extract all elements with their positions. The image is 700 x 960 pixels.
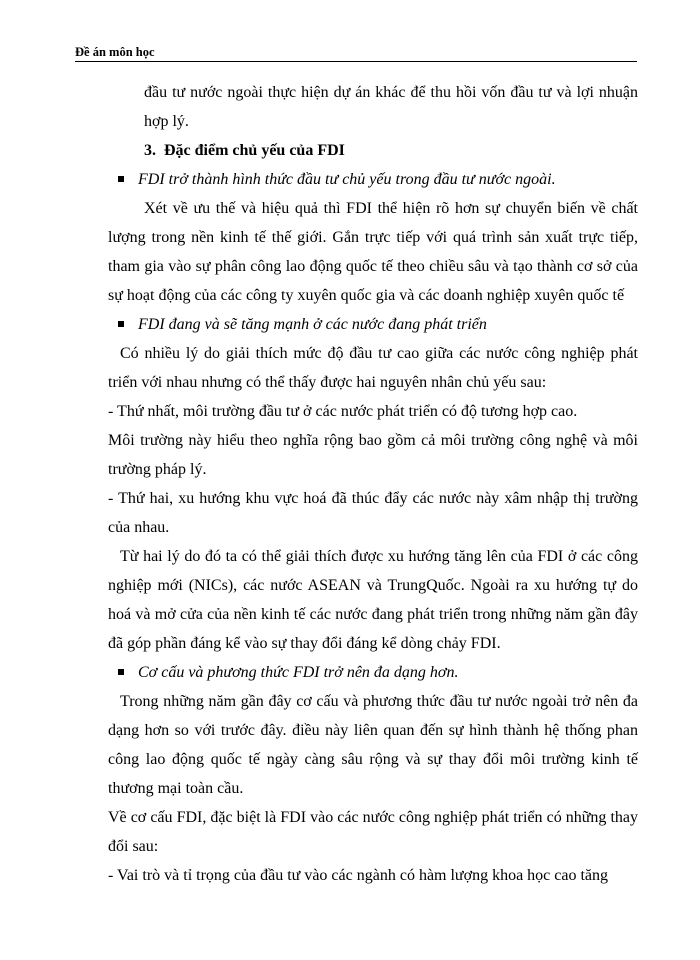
section-number: 3. bbox=[144, 142, 156, 159]
paragraph: Có nhiều lý do giải thích mức độ đầu tư cao giữa các nước công nghiệp phát triển với nhau nhưng có thể thấy được hai nguyên nhân chủ yếu sau: bbox=[108, 345, 638, 391]
paragraph: Xét về ưu thế và hiệu quả thì FDI thể hiện rõ hơn sự chuyển biến về chất lượng trong nền kinh tế thế giới. Gắn trực tiếp với quá trình sản xuất trực tiếp, tham gia vào sự phân công lao động quốc tế theo chiều sâu và tạo thành cơ sở của sự hoạt động của các công ty xuyên quốc gia và các doanh nghiệp xuyên quốc tế bbox=[108, 200, 638, 304]
paragraph: Từ hai lý do đó ta có thể giải thích được xu hướng tăng lên của FDI ở các công nghiệp mới (NICs), các nước ASEAN và TrungQuốc. Ngoài ra xu hướng tự do hoá và mở cửa của nền kinh tế các nước đang phát triển trong những năm gần đây đã góp phần đáng kể vào sự thay đổi đáng kể dòng chảy FDI. bbox=[108, 548, 638, 652]
paragraph: - Vai trò và tỉ trọng của đầu tư vào các ngành có hàm lượng khoa học cao tăng bbox=[108, 867, 609, 884]
bullet-item bbox=[108, 658, 638, 687]
bullet-item bbox=[108, 165, 638, 194]
square-bullet-icon bbox=[118, 176, 124, 182]
square-bullet-icon bbox=[118, 321, 124, 327]
paragraph: Về cơ cấu FDI, đặc biệt là FDI vào các nước công nghiệp phát triển có những thay đổi sau: bbox=[108, 809, 638, 855]
square-bullet-icon bbox=[118, 669, 124, 675]
paragraph: Trong những năm gần đây cơ cấu và phương thức đầu tư nước ngoài trở nên đa dạng hơn so với trước đây. điều này liên quan đến sự hình thành hệ thống phan công lao động quốc tế ngày càng sâu rộng và sự thay đổi môi trường kinh tế thương mại toàn cầu. bbox=[108, 693, 638, 797]
section-title: Đặc điểm chủ yếu của FDI bbox=[164, 142, 345, 159]
paragraph: Môi trường này hiểu theo nghĩa rộng bao gồm cả môi trường công nghệ và môi trường pháp lý. bbox=[108, 432, 638, 478]
bullet-item bbox=[108, 310, 638, 339]
section-heading bbox=[108, 136, 638, 165]
page-header: Đề án môn học bbox=[75, 44, 637, 62]
bullet-text: FDI trở thành hình thức đầu tư chủ yếu trong đầu tư nước ngoài. bbox=[138, 171, 556, 188]
paragraph: - Thứ nhất, môi trường đầu tư ở các nước phát triển có độ tương hợp cao. bbox=[108, 403, 578, 420]
bullet-text: Cơ cấu và phương thức FDI trở nên đa dạng hơn. bbox=[138, 664, 459, 681]
paragraph-continuation: đầu tư nước ngoài thực hiện dự án khác để thu hồi vốn đầu tư và lợi nhuận hợp lý. bbox=[144, 84, 638, 130]
bullet-text: FDI đang và sẽ tăng mạnh ở các nước đang phát triển bbox=[138, 316, 487, 333]
paragraph: - Thứ hai, xu hướng khu vực hoá đã thúc đẩy các nước này xâm nhập thị trường của nhau. bbox=[108, 490, 638, 536]
document-body bbox=[108, 78, 638, 890]
